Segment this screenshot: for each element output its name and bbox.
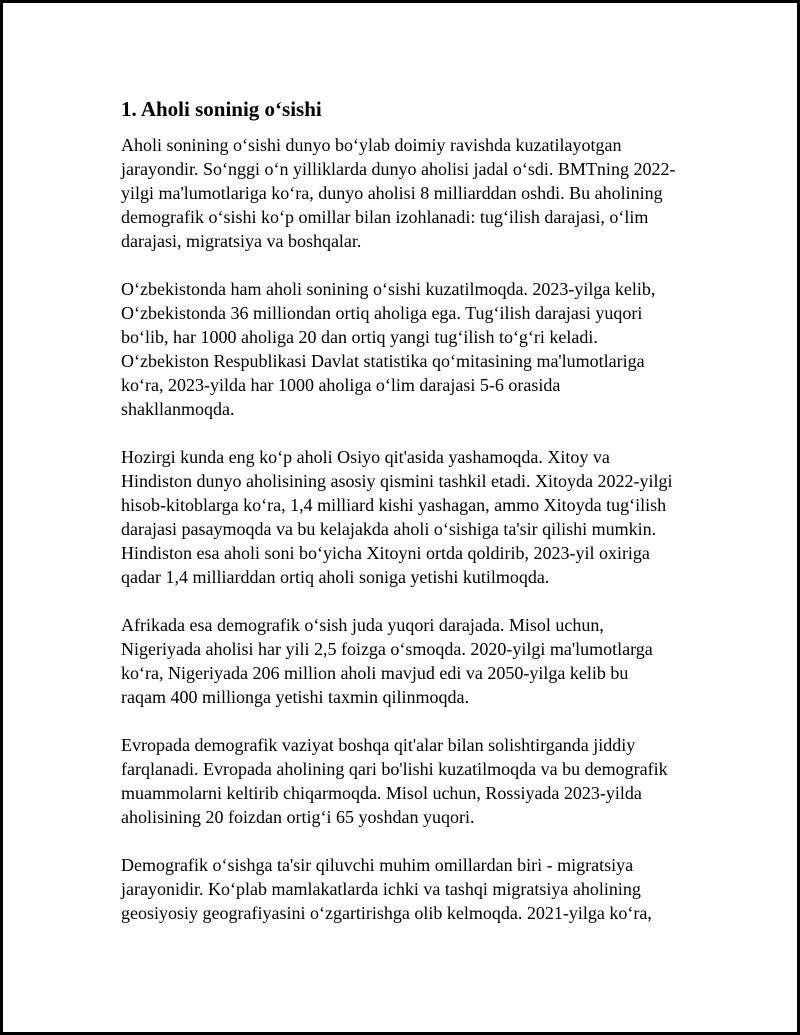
text-line: ko‘ra, 2023-yilda har 1000 aholiga o‘lim darajasi 5-6 orasida — [121, 375, 561, 395]
text-line: jarayonidir. Ko‘plab mamlakatlarda ichki va tashqi migratsiya aholining — [121, 879, 641, 899]
paragraph — [121, 733, 696, 829]
text-line: ko‘ra, Nigeriyada 206 million aholi mavjud edi va 2050-yilga kelib bu — [121, 663, 629, 683]
paragraph — [121, 613, 696, 709]
text-line: demografik o‘sishi ko‘p omillar bilan izohlanadi: tug‘ilish darajasi, o‘lim — [121, 207, 649, 227]
text-line: farqlanadi. Evropada aholining qari bo'lishi kuzatilmoqda va bu demografik — [121, 759, 668, 779]
text-line: Demografik o‘sishga ta'sir qiluvchi muhim omillardan biri - migratsiya — [121, 855, 634, 875]
text-line: Hindiston dunyo aholisining asosiy qismini tashkil etadi. Xitoyda 2022-yilgi — [121, 471, 673, 491]
text-line: Hindiston esa aholi soni bo‘yicha Xitoyni ortda qoldirib, 2023-yil oxiriga — [121, 543, 650, 563]
text-line: darajasi pasaymoqda va bu kelajakda aholi o‘sishiga ta'sir qilishi mumkin. — [121, 519, 657, 539]
text-line: O‘zbekistonda 36 milliondan ortiq aholiga ega. Tug‘ilish darajasi yuqori — [121, 303, 643, 323]
paragraph — [121, 133, 696, 253]
text-line: geosiyosiy geografiyasini o‘zgartirishga olib kelmoqda. 2021-yilga ko‘ra, — [121, 903, 652, 923]
paragraph — [121, 445, 696, 589]
text-line: aholisining 20 foizdan ortig‘i 65 yoshdan yuqori. — [121, 807, 475, 827]
section-heading: 1. Aholi soninig o‘sishi — [121, 97, 322, 121]
document-body — [121, 94, 696, 949]
paragraph-list — [121, 133, 696, 925]
text-line: jarayondir. So‘nggi o‘n yilliklarda dunyo aholisi jadal o‘sdi. BMTning 2022- — [121, 159, 676, 179]
text-line: Nigeriyada aholisi har yili 2,5 foizga o‘smoqda. 2020-yilgi ma'lumotlarga — [121, 639, 653, 659]
text-line: Aholi sonining o‘sishi dunyo bo‘ylab doimiy ravishda kuzatilayotgan — [121, 135, 622, 155]
text-line: Evropada demografik vaziyat boshqa qit'alar bilan solishtirganda jiddiy — [121, 735, 636, 755]
paragraph — [121, 853, 696, 925]
text-line: shakllanmoqda. — [121, 399, 235, 419]
text-line: hisob-kitoblarga ko‘ra, 1,4 milliard kishi yashagan, ammo Xitoyda tug‘ilish — [121, 495, 667, 515]
text-line: darajasi, migratsiya va boshqalar. — [121, 231, 362, 251]
text-line: Hozirgi kunda eng ko‘p aholi Osiyo qit'asida yashamoqda. Xitoy va — [121, 447, 610, 467]
text-line: bo‘lib, har 1000 aholiga 20 dan ortiq yangi tug‘ilish to‘g‘ri keladi. — [121, 327, 598, 347]
text-line: qadar 1,4 milliarddan ortiq aholi soniga yetishi kutilmoqda. — [121, 567, 550, 587]
text-line: raqam 400 millionga yetishi taxmin qilinmoqda. — [121, 687, 469, 707]
text-line: Afrikada esa demografik o‘sish juda yuqori darajada. Misol uchun, — [121, 615, 604, 635]
text-line: yilgi ma'lumotlariga ko‘ra, dunyo aholisi 8 milliarddan oshdi. Bu aholining — [121, 183, 663, 203]
text-line: O‘zbekistonda ham aholi sonining o‘sishi kuzatilmoqda. 2023-yilga kelib, — [121, 279, 656, 299]
paragraph — [121, 277, 696, 421]
text-line: O‘zbekiston Respublikasi Davlat statistika qo‘mitasining ma'lumotlariga — [121, 351, 645, 371]
text-line: muammolarni keltirib chiqarmoqda. Misol uchun, Rossiyada 2023-yilda — [121, 783, 642, 803]
